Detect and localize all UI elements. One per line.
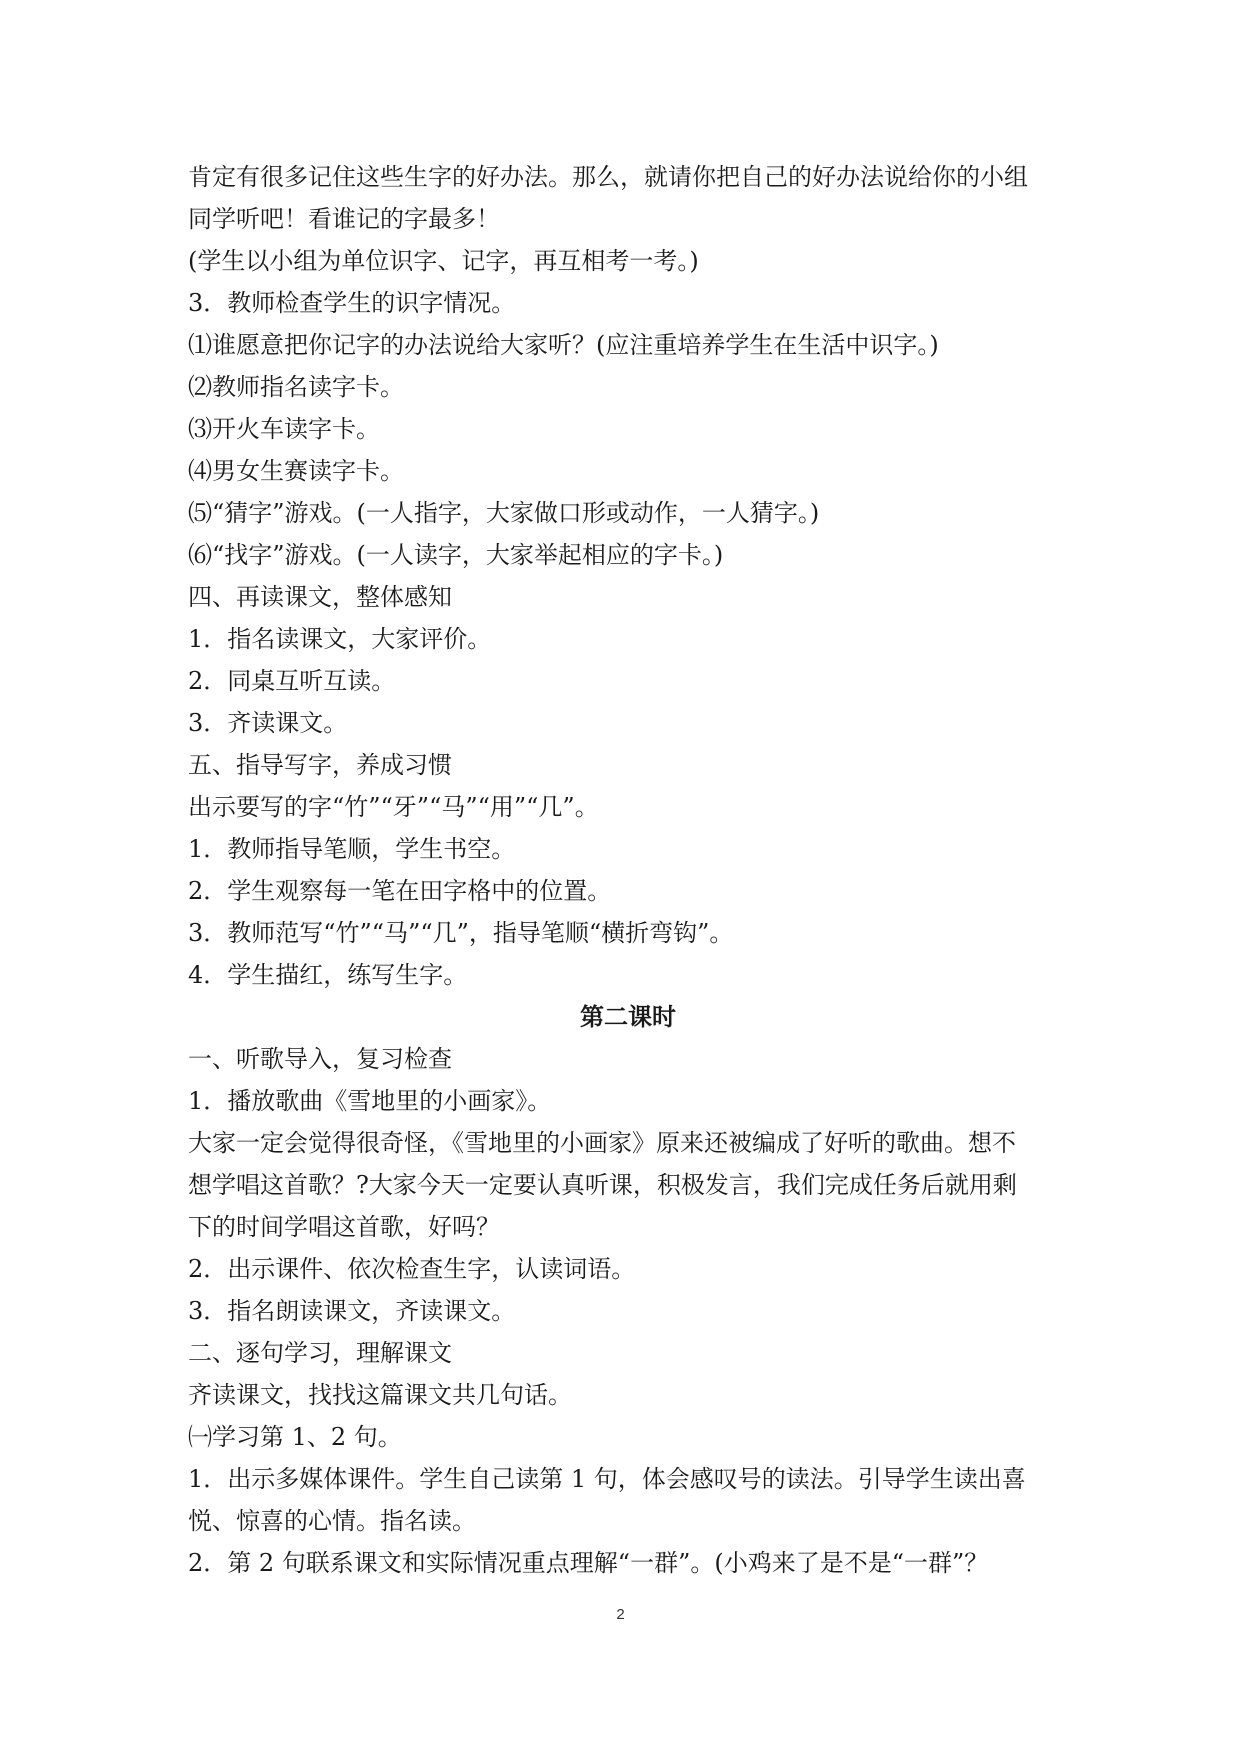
text-line: 2．第 2 句联系课文和实际情况重点理解“一群”。(小鸡来了是不是“一群”？ — [188, 1549, 989, 1577]
text-line: 3．齐读课文。 — [188, 709, 348, 737]
text-line: 4．学生描红，练写生字。 — [188, 961, 468, 989]
text-line: 1．播放歌曲《雪地里的小画家》。 — [188, 1087, 552, 1115]
text-line: 下的时间学唱这首歌，好吗？ — [188, 1213, 500, 1241]
text-line: ⑵教师指名读字卡。 — [188, 373, 404, 401]
text-line: 肯定有很多记住这些生字的好办法。那么，就请你把自己的好办法说给你的小组 — [188, 163, 1028, 191]
section-heading: 二、逐句学习，理解课文 — [188, 1339, 452, 1367]
text-line: 1．教师指导笔顺，学生书空。 — [188, 835, 516, 863]
text-line: 出示要写的字“竹”“牙”“马”“用”“几”。 — [188, 793, 599, 821]
text-line: 2．同桌互听互读。 — [188, 667, 396, 695]
text-line: ⑶开火车读字卡。 — [188, 415, 380, 443]
text-line: 3．指名朗读课文，齐读课文。 — [188, 1297, 516, 1325]
text-block-2 — [188, 1038, 1068, 1584]
text-line: 1．指名读课文，大家评价。 — [188, 625, 492, 653]
section-title: 第二课时 — [580, 1003, 676, 1031]
text-line: 2．出示课件、依次检查生字，认读词语。 — [188, 1255, 636, 1283]
text-line: 1．出示多媒体课件。学生自己读第 1 句，体会感叹号的读法。引导学生读出喜 — [188, 1465, 1026, 1493]
page-number: 2 — [616, 1606, 625, 1623]
text-line: ⑸“猜字”游戏。(一人指字，大家做口形或动作，一人猜字。) — [188, 499, 820, 527]
text-block-1 — [188, 156, 1068, 996]
text-line: (学生以小组为单位识字、记字，再互相考一考。) — [188, 247, 699, 275]
text-line: ⑴谁愿意把你记字的办法说给大家听？(应注重培养学生在生活中识字。) — [188, 331, 939, 359]
section-heading: 五、指导写字，养成习惯 — [188, 751, 452, 779]
text-line: 2．学生观察每一笔在田字格中的位置。 — [188, 877, 612, 905]
text-line: 想学唱这首歌？?大家今天一定要认真听课，积极发言，我们完成任务后就用剩 — [188, 1171, 1017, 1199]
page-content — [188, 156, 1068, 1584]
text-line: 3．教师范写“竹”“马”“几”，指导笔顺“横折弯钩”。 — [188, 919, 734, 947]
section-heading: 一、听歌导入，复习检查 — [188, 1045, 452, 1073]
section-heading: 四、再读课文，整体感知 — [188, 583, 452, 611]
text-line: 同学听吧！看谁记的字最多！ — [188, 205, 500, 233]
text-line: ㈠学习第 1、2 句。 — [188, 1423, 402, 1451]
text-line: ⑹“找字”游戏。(一人读字，大家举起相应的字卡。) — [188, 541, 724, 569]
text-line: 悦、惊喜的心情。指名读。 — [188, 1507, 476, 1535]
text-line: 3．教师检查学生的识字情况。 — [188, 289, 516, 317]
text-line: 齐读课文，找找这篇课文共几句话。 — [188, 1381, 572, 1409]
text-line: 大家一定会觉得很奇怪，《雪地里的小画家》原来还被编成了好听的歌曲。想不 — [188, 1129, 1016, 1157]
text-line: ⑷男女生赛读字卡。 — [188, 457, 404, 485]
